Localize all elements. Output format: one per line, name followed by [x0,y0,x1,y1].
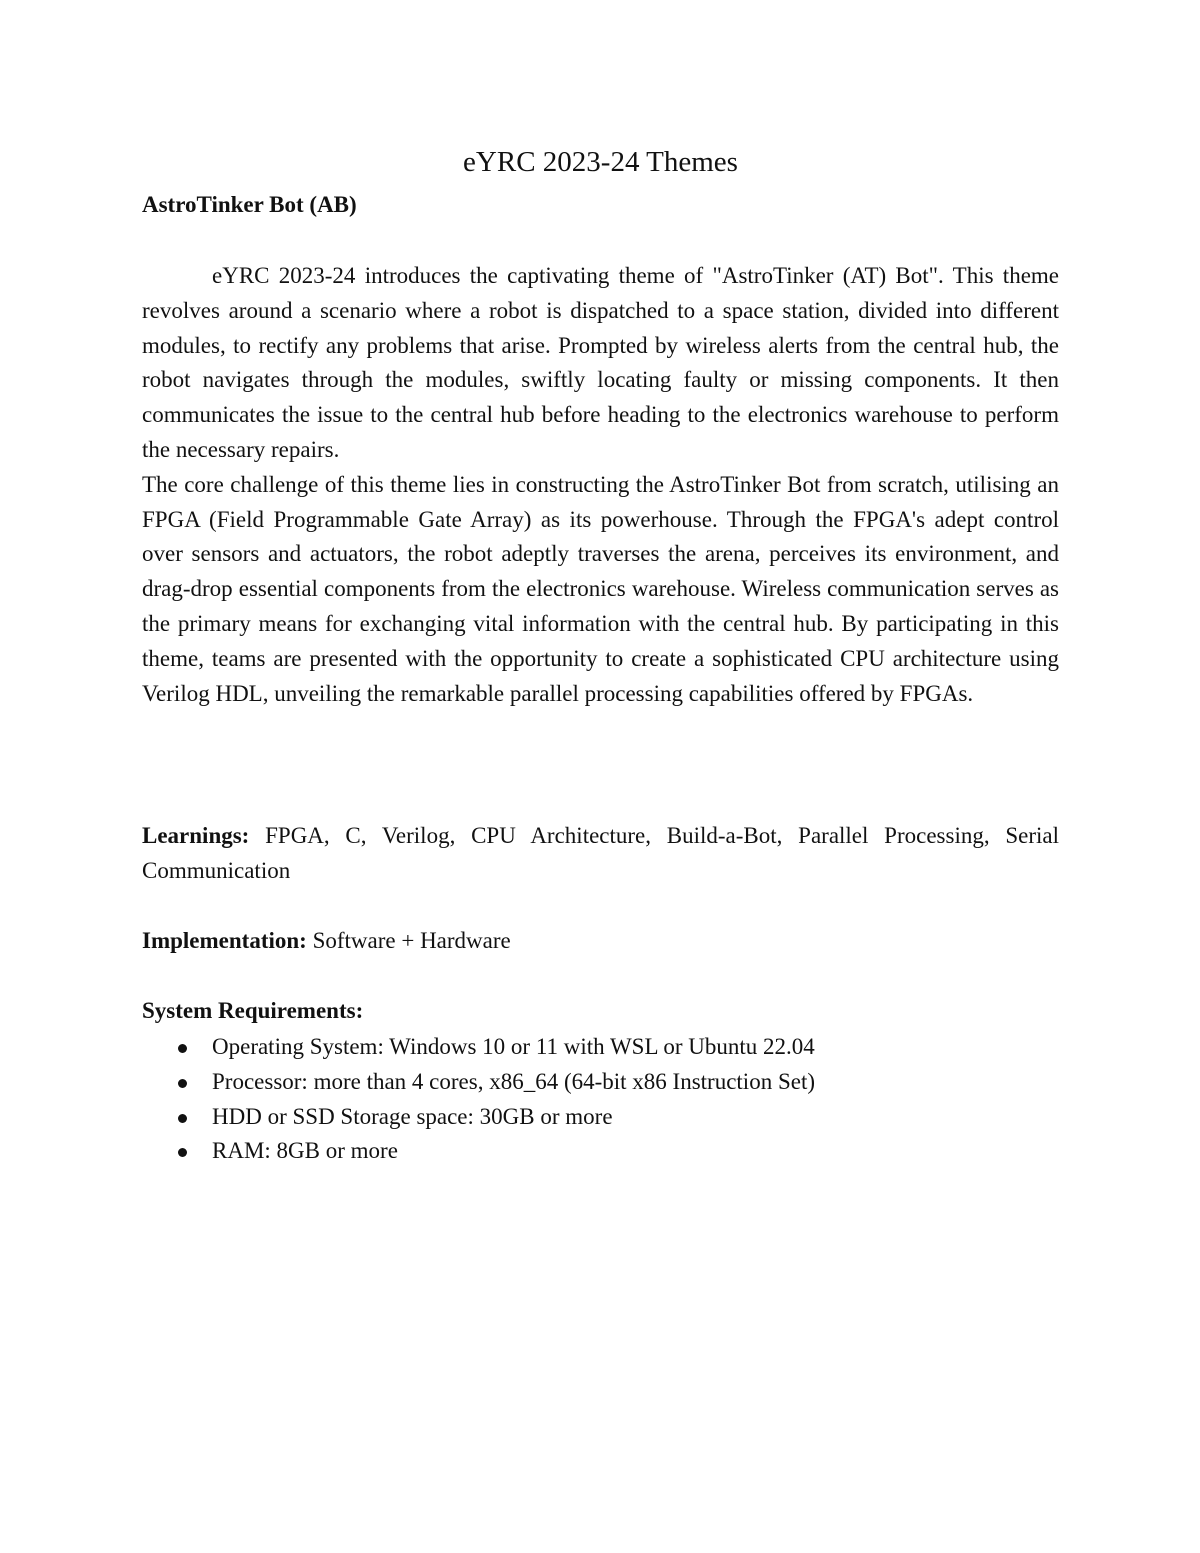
implementation-value: Software + Hardware [312,928,511,953]
learnings-label: Learnings: [142,823,250,848]
requirement-processor: Processor: more than 4 cores, x86_64 (64-bit x86 Instruction Set) [212,1068,815,1094]
theme-description [142,259,1059,711]
system-requirements-heading: System Requirements: [142,998,364,1023]
bullet-icon [178,1044,187,1053]
requirement-ram: RAM: 8GB or more [212,1138,398,1164]
implementation-label: Implementation: [142,928,307,953]
document-title: eYRC 2023-24 Themes [463,146,738,178]
list-item [142,1030,815,1065]
implementation-line [142,924,511,959]
bullet-icon [178,1079,187,1088]
theme-heading: AstroTinker Bot (AB) [142,192,357,217]
learnings-value: FPGA, C, Verilog, CPU Architecture, Build-a-Bot, Parallel Processing, Serial Communication [142,823,1059,883]
list-item [142,1134,815,1169]
requirement-storage: HDD or SSD Storage space: 30GB or more [212,1103,613,1129]
requirement-os: Operating System: Windows 10 or 11 with WSL or Ubuntu 22.04 [212,1034,815,1059]
list-item [142,1065,815,1100]
requirements-list [142,1030,815,1169]
learnings-line [142,819,1059,889]
list-item [142,1100,815,1135]
bullet-icon [178,1148,187,1157]
paragraph-intro: eYRC 2023-24 introduces the captivating theme of "AstroTinker (AT) Bot". This theme revolves around a scenario where a robot is dispatched to a space station, divided into different modules, to rectify any problems that arise. Prompted by wireless alerts from the central hub, the robot navigates through the modules, swiftly locating faulty or missing components. It then communicates the issue to the central hub before heading to the electronics warehouse to perform the necessary repairs. [142,263,1059,462]
paragraph-challenge: The core challenge of this theme lies in constructing the AstroTinker Bot from scratch, utilising an FPGA (Field Programmable Gate Array) as its powerhouse. Through the FPGA's adept control over sensors and actuators, the robot adeptly traverses the arena, perceives its environment, and drag-drop essential components from the electronics warehouse. Wireless communication serves as the primary means for exchanging vital information with the central hub. By participating in this theme, teams are presented with the opportunity to create a sophisticated CPU architecture using Verilog HDL, unveiling the remarkable parallel processing capabilities offered by FPGAs. [142,471,1059,706]
bullet-icon [178,1114,187,1123]
